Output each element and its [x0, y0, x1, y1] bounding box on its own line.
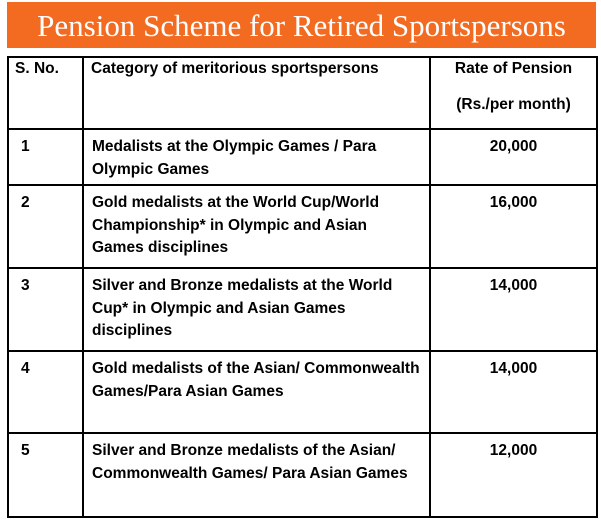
table-row: [8, 129, 597, 185]
row-sno: 5: [8, 433, 83, 517]
row-sno: 1: [8, 129, 83, 185]
page-title: Pension Scheme for Retired Sportspersons: [37, 7, 566, 43]
header-rate-title: Rate of Pension: [454, 60, 573, 77]
header-rate-unit: (Rs./per month): [456, 95, 571, 113]
header-category: Category of meritorious sportspersons: [83, 57, 430, 129]
row-category: Silver and Bronze medalists of the Asian/ Commonwealth Games/ Para Asian Games: [83, 433, 430, 517]
title-banner: [7, 2, 596, 48]
table-row: [8, 433, 597, 517]
row-sno: 2: [8, 185, 83, 268]
header-rate: [430, 57, 597, 129]
pension-rates-table: [7, 56, 598, 518]
table-row: [8, 351, 597, 433]
row-rate: 20,000: [430, 129, 597, 185]
row-category: Medalists at the Olympic Games / Para Olympic Games: [83, 129, 430, 185]
row-rate: 12,000: [430, 433, 597, 517]
table-row: [8, 185, 597, 268]
row-rate: 14,000: [430, 268, 597, 351]
row-rate: 16,000: [430, 185, 597, 268]
row-category: Gold medalists of the Asian/ Commonwealth Games/Para Asian Games: [83, 351, 430, 433]
row-sno: 4: [8, 351, 83, 433]
row-category: Silver and Bronze medalists at the World Cup* in Olympic and Asian Games disciplines: [83, 268, 430, 351]
table-header-row: [8, 57, 597, 129]
row-category: Gold medalists at the World Cup/World Championship* in Olympic and Asian Games disciplines: [83, 185, 430, 268]
table-row: [8, 268, 597, 351]
row-sno: 3: [8, 268, 83, 351]
row-rate: 14,000: [430, 351, 597, 433]
header-sno: S. No.: [8, 57, 83, 129]
